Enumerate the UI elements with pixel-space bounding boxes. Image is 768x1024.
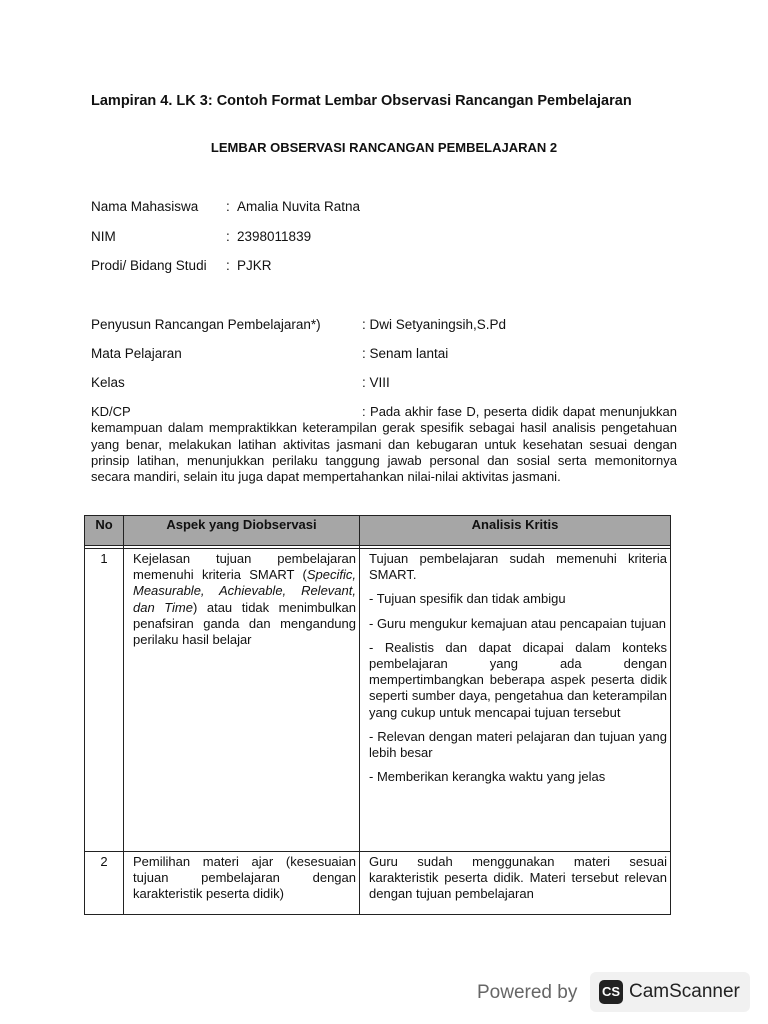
camscanner-logo-icon: CS <box>599 980 623 1004</box>
analysis-line: - Relevan dengan materi pelajaran dan tujuan yang lebih besar <box>369 728 667 761</box>
form-title: LEMBAR OBSERVASI RANCANGAN PEMBELAJARAN 2 <box>210 140 558 155</box>
aspect-text: Kejelasan tujuan pembelajaran memenuhi kriteria SMART ( <box>133 551 356 583</box>
analysis-line: Tujuan pembelajaran sudah memenuhi kriteria SMART. <box>369 551 667 583</box>
field-value: : Senam lantai <box>362 346 449 361</box>
kdcp-label: KD/CP <box>91 404 131 419</box>
header-analysis: Analisis Kritis <box>360 516 671 546</box>
analysis-line: - Realistis dan dapat dicapai dalam konteks pembelajaran yang ada dengan mempertimbangkan beberapa aspek peserta didik seperti sumber daya, pengetahua dan keterampilan yang cukup untuk mencapai tujuan tersebut <box>369 639 667 720</box>
analysis-cell <box>360 549 671 852</box>
powered-by-label: Powered by <box>477 982 578 1003</box>
header-aspect: Aspek yang Diobservasi <box>124 516 360 546</box>
row-number: 1 <box>85 549 124 852</box>
field-label: Nama Mahasiswa <box>91 199 199 214</box>
aspect-cell: Pemilihan materi ajar (kesesuaian tujuan pembelajaran dengan karakteristik peserta didik) <box>124 852 360 915</box>
field-value: 2398011839 <box>237 229 312 244</box>
document-heading: Lampiran 4. LK 3: Contoh Format Lembar Observasi Rancangan Pembelajaran <box>91 93 632 109</box>
analysis-cell: Guru sudah menggunakan materi sesuai karakteristik peserta didik. Materi tersebut relevan dengan tujuan pembelajaran <box>360 852 671 915</box>
field-label: Prodi/ Bidang Studi <box>91 258 207 273</box>
field-value: : VIII <box>362 375 390 390</box>
observation-table <box>84 515 671 915</box>
table-row <box>85 852 671 915</box>
aspect-italic-text: Specific, Measurable, Achievable, Relevant, dan Time <box>133 567 356 615</box>
field-value: : Dwi Setyaningsih,S.Pd <box>362 317 507 332</box>
field-label: Penyusun Rancangan Pembelajaran*) <box>91 317 321 332</box>
field-separator: : <box>226 258 230 273</box>
camscanner-brand: CamScanner <box>629 981 740 1002</box>
table-row <box>85 549 671 852</box>
field-label: Kelas <box>91 375 125 390</box>
kdcp-text: : Pada akhir fase D, peserta didik dapat menunjukkan kemampuan dalam mempraktikkan keterampilan gerak spesifik sebagai hasil analisis pengetahuan yang benar, melakukan latihan aktivitas jasmani dan kebugaran untuk kesehatan sesuai dengan prinsip latihan, menunjukkan perilaku tanggung jawab personal dan sosial serta memonitornya secara mandiri, selain itu juga dapat mempertahankan nilai-nilai aktivitas jasmani. <box>91 404 677 485</box>
camscanner-badge <box>590 972 750 1012</box>
analysis-line: - Tujuan spesifik dan tidak ambigu <box>369 591 566 607</box>
field-value: Amalia Nuvita Ratna <box>237 199 361 214</box>
field-label: Mata Pelajaran <box>91 346 182 361</box>
aspect-cell <box>124 549 360 852</box>
aspect-text: ) atau tidak menimbulkan penafsiran ganda dan mengandung perilaku hasil belajar <box>133 599 356 648</box>
header-no: No <box>85 516 124 546</box>
field-value: PJKR <box>237 258 272 273</box>
analysis-line: - Guru mengukur kemajuan atau pencapaian tujuan <box>369 615 667 631</box>
field-separator: : <box>226 199 230 214</box>
field-label: NIM <box>91 229 116 244</box>
kdcp-paragraph <box>91 404 677 485</box>
table-header-row <box>85 516 671 546</box>
analysis-line: - Memberikan kerangka waktu yang jelas <box>369 769 606 785</box>
field-separator: : <box>226 229 230 244</box>
row-number: 2 <box>85 852 124 915</box>
